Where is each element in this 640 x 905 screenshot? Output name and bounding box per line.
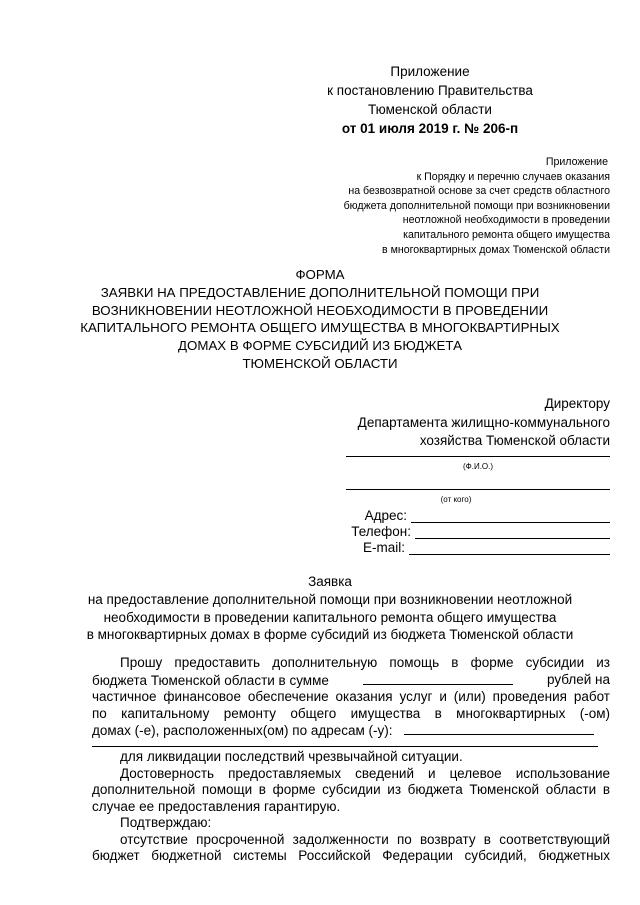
phone-line[interactable] bbox=[415, 538, 610, 539]
email-line[interactable] bbox=[409, 554, 610, 555]
sub-appendix-line: бюджета дополнительной помощи при возникновении bbox=[343, 199, 610, 212]
addressee-block bbox=[310, 395, 610, 451]
form-title bbox=[60, 266, 580, 373]
form-title-line: ДОМАХ В ФОРМЕ СУБСИДИЙ ИЗ БЮДЖЕТА bbox=[178, 338, 462, 354]
building-address-field[interactable] bbox=[404, 722, 594, 735]
para-line: бюджет бюджетной системы Российской Федерации субсидий, бюджетных bbox=[92, 848, 610, 863]
appendix-line: к постановлению Правительства bbox=[327, 83, 533, 98]
address-label: Адрес: bbox=[364, 508, 407, 523]
para-line: Подтверждаю: bbox=[120, 815, 212, 830]
sub-appendix-line: в многоквартирных домах Тюменской области bbox=[382, 243, 610, 256]
form-title-line: ВОЗНИКНОВЕНИИ НЕОТЛОЖНОЙ НЕОБХОДИМОСТИ В ПРОВЕДЕНИИ bbox=[91, 302, 549, 318]
appendix-header bbox=[290, 62, 570, 138]
request-title: Заявка bbox=[308, 574, 352, 589]
form-title-line: КАПИТАЛЬНОГО РЕМОНТА ОБЩЕГО ИМУЩЕСТВА В МНОГОКВАРТИРНЫХ bbox=[80, 320, 560, 336]
amount-suffix: рублей на bbox=[546, 671, 610, 687]
from-line[interactable] bbox=[346, 489, 610, 490]
para-line bbox=[92, 672, 610, 690]
para-line: по капитальному ремонту общего имущества в многоквартирных (-ом) bbox=[92, 705, 610, 721]
para-line: дополнительной помощи в форме субсидии из бюджета Тюменской области в bbox=[92, 782, 610, 797]
request-title-block bbox=[60, 573, 600, 644]
para-line: частичное финансовое обеспечение оказания услуг и (или) проведения работ bbox=[92, 689, 610, 704]
sub-appendix-header bbox=[280, 155, 610, 257]
form-title-line: ФОРМА bbox=[295, 267, 345, 282]
appendix-line: Тюменской области bbox=[368, 102, 492, 117]
appendix-line: Приложение bbox=[390, 64, 470, 79]
amount-field[interactable] bbox=[363, 672, 513, 685]
fio-line[interactable] bbox=[346, 456, 610, 457]
fio-caption: (Ф.И.О.) bbox=[462, 462, 494, 471]
sub-appendix-line: на безвозвратной основе за счет средств областного bbox=[348, 185, 610, 198]
address-line[interactable] bbox=[411, 522, 610, 523]
request-subtitle-line: в многоквартирных домах в форме субсидий из бюджета Тюменской области bbox=[86, 627, 574, 643]
para-line: Достоверность предоставляемых сведений и целевое использование bbox=[120, 765, 610, 781]
addressee-line: Департамента жилищно-коммунального bbox=[357, 414, 610, 430]
sub-appendix-line: к Порядку и перечню случаев оказания bbox=[416, 170, 610, 183]
sub-appendix-line: неотложной необходимости в проведении bbox=[402, 214, 610, 227]
para-line: для ликвидации последствий чрезвычайной ситуации. bbox=[120, 749, 463, 764]
request-subtitle-line: на предоставление дополнительной помощи при возникновении неотложной bbox=[87, 591, 573, 607]
resolution-date: от 01 июля 2019 г. № 206-п bbox=[341, 121, 519, 136]
emergency-paragraph bbox=[92, 749, 610, 865]
sub-appendix-line: капитального ремонта общего имущества bbox=[403, 228, 610, 241]
para-line: Прошу предоставить дополнительную помощь в форме субсидии из bbox=[120, 655, 610, 670]
address-prefix: домах (-е), расположенных(ом) по адресам (-у): bbox=[92, 723, 393, 738]
form-title-line: ЗАЯВКИ НА ПРЕДОСТАВЛЕНИЕ ДОПОЛНИТЕЛЬНОЙ ПОМОЩИ ПРИ bbox=[100, 284, 540, 300]
para-line bbox=[92, 722, 610, 740]
sub-appendix-line: Приложение bbox=[545, 156, 608, 168]
from-caption: (от кого) bbox=[440, 495, 472, 504]
amount-prefix: бюджета Тюменской области в сумме bbox=[92, 672, 329, 688]
form-title-line: ТЮМЕНСКОЙ ОБЛАСТИ bbox=[242, 355, 398, 371]
addressee-line: хозяйства Тюменской области bbox=[419, 433, 610, 448]
para-line: случае ее предоставления гарантирую. bbox=[92, 798, 341, 814]
email-label: E-mail: bbox=[362, 540, 405, 555]
request-subtitle-line: необходимости в проведении капитального ремонта общего имущества bbox=[103, 609, 557, 625]
para-line: отсутствие просроченной задолженности по возврату в соответствующий bbox=[120, 831, 610, 847]
building-address-line-2[interactable] bbox=[92, 746, 598, 747]
phone-label: Телефон: bbox=[351, 524, 411, 539]
request-paragraph bbox=[92, 655, 610, 740]
addressee-line: Директору bbox=[544, 396, 610, 411]
